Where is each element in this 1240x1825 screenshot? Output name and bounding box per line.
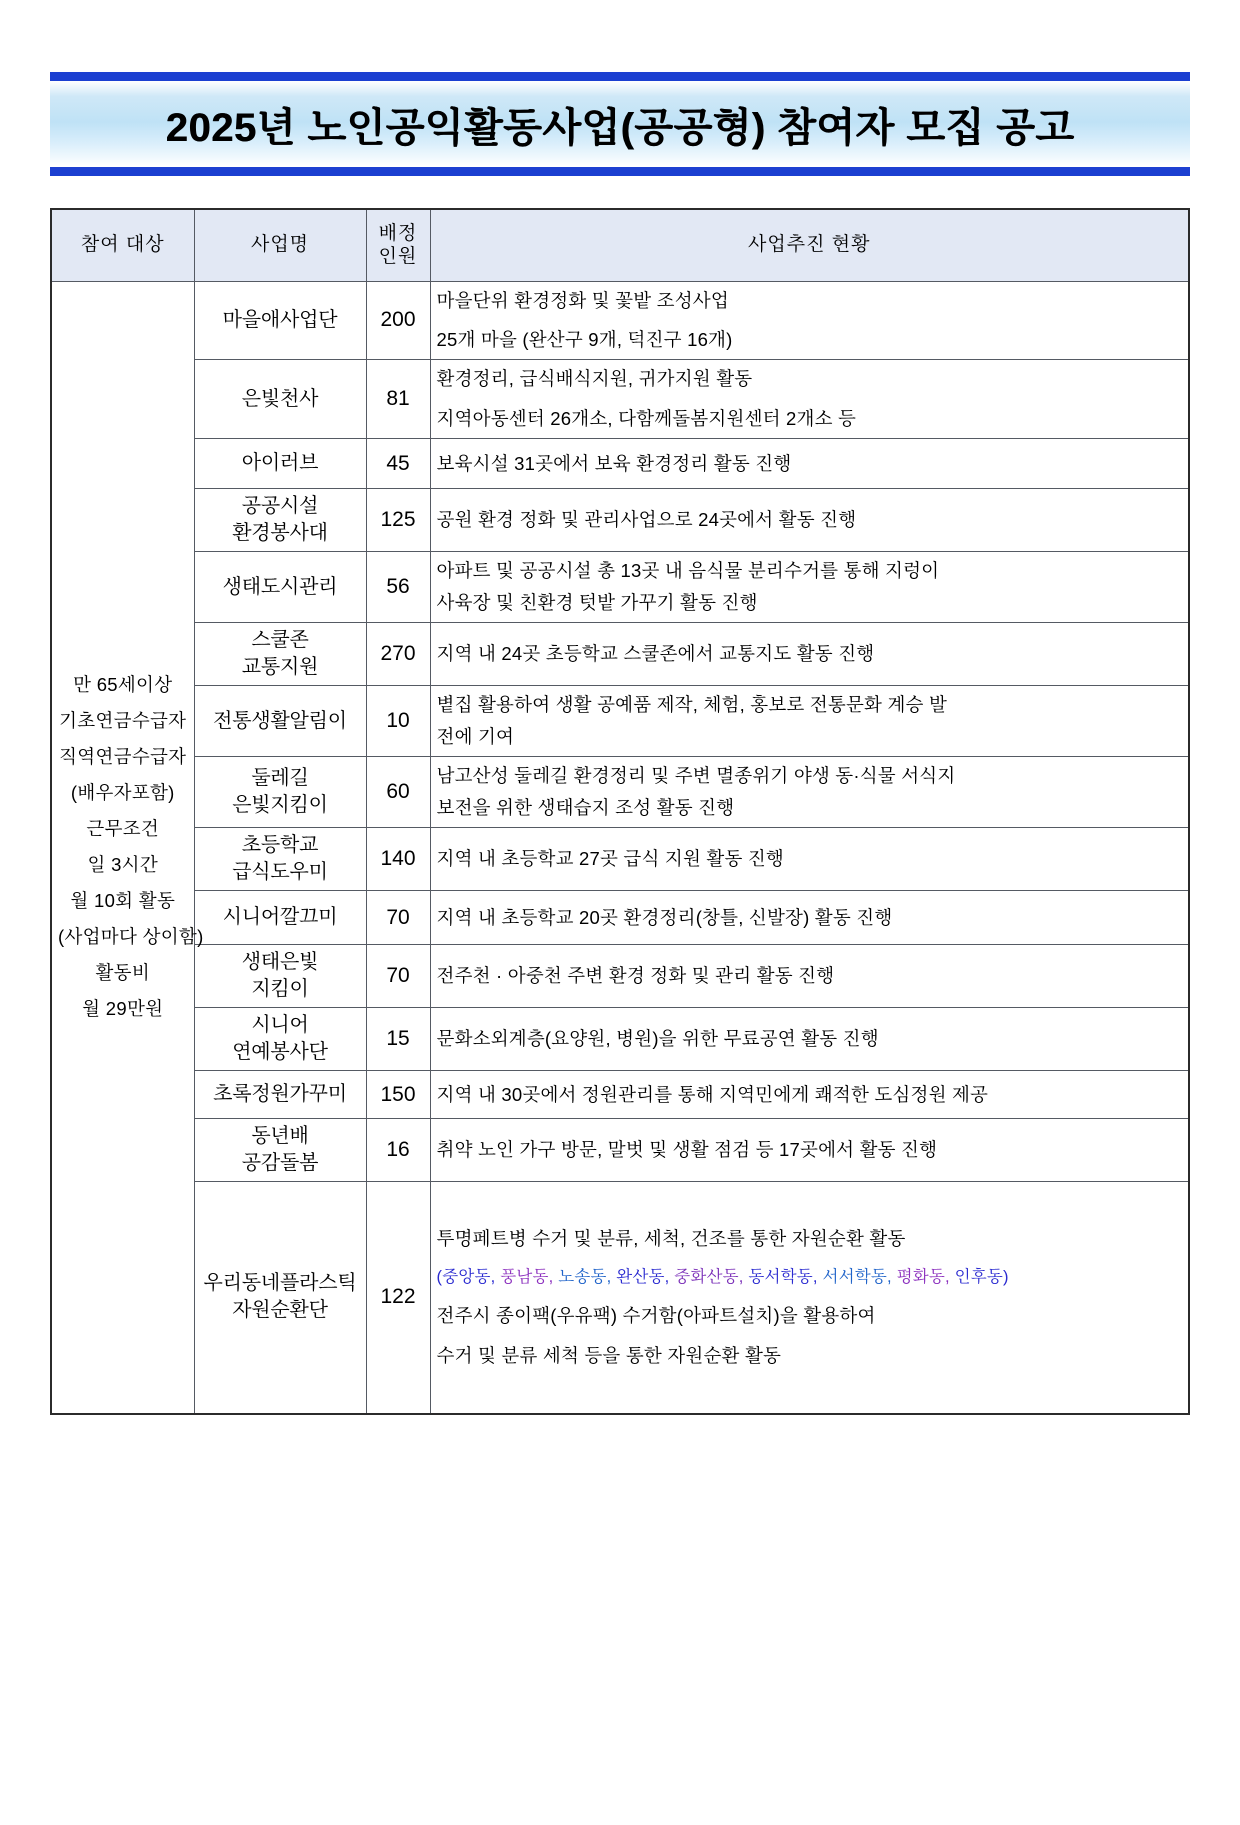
program-name-line: 공감돌봄 — [241, 1152, 319, 1175]
program-name-cell — [194, 439, 366, 489]
program-name-line: 자원순환단 — [232, 1299, 328, 1322]
program-status-cell — [430, 489, 1189, 552]
table-row — [51, 439, 1189, 489]
program-name-cell — [194, 757, 366, 828]
quota-cell: 125 — [366, 489, 430, 552]
target-line: 일 3시간 — [87, 854, 159, 876]
participant-target-cell — [51, 281, 204, 1414]
program-name-cell — [194, 1008, 366, 1071]
quota-cell: 56 — [366, 552, 430, 623]
target-line: 월 29만원 — [82, 998, 164, 1020]
program-status-cell — [430, 552, 1189, 623]
status-line: 투명페트병 수거 및 분류, 세척, 건조를 통한 자원순환 활동 — [436, 1228, 906, 1250]
table-row — [51, 1182, 1189, 1414]
table-row — [51, 686, 1189, 757]
column-header-program: 사업명 — [194, 209, 366, 281]
status-line: 남고산성 둘레길 환경정리 및 주변 멸종위기 야생 동·식물 서식지 — [436, 765, 956, 787]
quota-cell: 122 — [366, 1182, 430, 1414]
column-header-target: 참여 대상 — [51, 209, 194, 281]
program-status-cell — [430, 1071, 1189, 1119]
program-name-line: 둘레길 — [251, 767, 309, 790]
program-status-cell — [430, 891, 1189, 945]
status-line: 지역아동센터 26개소, 다함께돌봄지원센터 2개소 등 — [436, 408, 857, 430]
program-status-cell — [430, 1182, 1189, 1414]
banner-body — [50, 81, 1190, 167]
quota-cell: 45 — [366, 439, 430, 489]
program-status-cell — [430, 1008, 1189, 1071]
quota-cell: 70 — [366, 945, 430, 1008]
status-line: 전에 기여 — [436, 726, 515, 748]
program-name-line: 지킴이 — [251, 978, 309, 1001]
status-line: 지역 내 30곳에서 정원관리를 통해 지역민에게 쾌적한 도심정원 제공 — [436, 1083, 989, 1105]
quota-cell: 140 — [366, 828, 430, 891]
status-line: 공원 환경 정화 및 관리사업으로 24곳에서 활동 진행 — [436, 509, 857, 531]
quota-cell: 15 — [366, 1008, 430, 1071]
program-name-cell — [194, 360, 366, 439]
program-name-line: 공공시설 — [241, 495, 319, 518]
district-item: 노송동, — [558, 1268, 612, 1287]
program-name-cell — [194, 1119, 366, 1182]
program-name-line: 초록정원가꾸미 — [213, 1083, 347, 1106]
status-line: 전주시 종이팩(우유팩) 수거함(아파트설치)을 활용하여 — [436, 1304, 876, 1326]
program-name-cell — [194, 489, 366, 552]
status-line: 아파트 및 공공시설 총 13곳 내 음식물 분리수거를 통해 지렁이 — [436, 560, 940, 582]
program-name-cell — [194, 1182, 366, 1414]
target-line: (배우자포함) — [70, 781, 175, 803]
program-status-cell — [430, 439, 1189, 489]
district-item: 완산동, — [616, 1268, 670, 1287]
status-line: 볕집 활용하여 생활 공예품 제작, 체험, 홍보로 전통문화 계승 발 — [436, 694, 948, 716]
table-row — [51, 828, 1189, 891]
program-name-line: 초등학교 — [241, 834, 319, 857]
quota-cell: 16 — [366, 1119, 430, 1182]
program-name-line: 시니어 — [251, 1014, 309, 1037]
program-name-cell — [194, 945, 366, 1008]
program-name-line: 동년배 — [251, 1125, 309, 1148]
program-status-cell — [430, 623, 1189, 686]
table-row — [51, 552, 1189, 623]
program-name-cell — [194, 686, 366, 757]
banner-bottom-rule — [50, 167, 1190, 176]
program-status-cell — [430, 828, 1189, 891]
status-line: 전주천 · 아중천 주변 환경 정화 및 관리 활동 진행 — [436, 965, 835, 987]
program-name-line: 연예봉사단 — [232, 1041, 328, 1064]
status-line: 지역 내 24곳 초등학교 스쿨존에서 교통지도 활동 진행 — [436, 643, 875, 665]
target-line: (사업마다 상이함) — [58, 926, 204, 948]
program-name-line: 마을애사업단 — [222, 308, 338, 331]
table-row — [51, 945, 1189, 1008]
banner-top-rule — [50, 72, 1190, 81]
target-line: 기초연금수급자 — [59, 709, 187, 731]
status-line: 사육장 및 친환경 텃밭 가꾸기 활동 진행 — [436, 592, 758, 614]
page-title: 2025년 노인공익활동사업(공공형) 참여자 모집 공고 — [165, 105, 1075, 150]
program-status-cell — [430, 281, 1189, 360]
quota-cell: 10 — [366, 686, 430, 757]
program-status-cell — [430, 1119, 1189, 1182]
target-line: 월 10회 활동 — [70, 890, 176, 912]
program-name-cell — [194, 891, 366, 945]
table-row — [51, 360, 1189, 439]
program-name-line: 교통지원 — [241, 656, 319, 679]
status-line: 마을단위 환경정화 및 꽃밭 조성사업 — [436, 289, 729, 311]
program-table-wrapper — [50, 208, 1190, 1415]
status-line: 취약 노인 가구 방문, 말벗 및 생활 점검 등 17곳에서 활동 진행 — [436, 1139, 938, 1161]
quota-cell: 150 — [366, 1071, 430, 1119]
district-item: 중화산동, — [674, 1268, 744, 1287]
quota-cell: 200 — [366, 281, 430, 360]
status-line: 환경정리, 급식배식지원, 귀가지원 활동 — [436, 368, 753, 390]
quota-cell: 81 — [366, 360, 430, 439]
column-header-quota-line2: 인원 — [378, 246, 418, 268]
table-row — [51, 623, 1189, 686]
column-header-quota-line1: 배정 — [378, 222, 418, 244]
program-name-line: 은빛지킴이 — [232, 794, 328, 817]
district-item: 인후동) — [954, 1268, 1009, 1287]
program-name-line: 아이러브 — [241, 452, 319, 475]
table-row — [51, 1119, 1189, 1182]
program-name-line: 스쿨존 — [251, 629, 309, 652]
quota-cell: 270 — [366, 623, 430, 686]
title-banner — [50, 72, 1190, 176]
program-name-line: 시니어깔끄미 — [222, 906, 338, 929]
target-line: 근무조건 — [86, 818, 160, 840]
district-item: (중앙동, — [436, 1268, 496, 1287]
program-name-line: 은빛천사 — [241, 387, 319, 410]
status-line: 지역 내 초등학교 20곳 환경정리(창틀, 신발장) 활동 진행 — [436, 906, 893, 928]
program-status-cell — [430, 945, 1189, 1008]
program-name-line: 생태은빛 — [241, 951, 319, 974]
status-line: 보전을 위한 생태습지 조성 활동 진행 — [436, 797, 735, 819]
district-item: 서서학동, — [822, 1268, 892, 1287]
target-line: 직역연금수급자 — [59, 745, 187, 767]
target-line: 만 65세이상 — [73, 673, 173, 695]
table-row — [51, 891, 1189, 945]
table-row — [51, 281, 1189, 360]
program-name-line: 급식도우미 — [232, 861, 328, 884]
program-name-cell — [194, 828, 366, 891]
district-item: 풍남동, — [500, 1268, 554, 1287]
column-header-status: 사업추진 현황 — [430, 209, 1189, 281]
table-row — [51, 1071, 1189, 1119]
status-line: 문화소외계층(요양원, 병원)을 위한 무료공연 활동 진행 — [436, 1028, 879, 1050]
table-row — [51, 489, 1189, 552]
program-status-cell — [430, 360, 1189, 439]
program-status-cell — [430, 757, 1189, 828]
program-name-cell — [194, 281, 366, 360]
district-item: 동서학동, — [748, 1268, 818, 1287]
quota-cell: 70 — [366, 891, 430, 945]
status-line: 수거 및 분류 세척 등을 통한 자원순환 활동 — [436, 1344, 782, 1366]
status-line: 25개 마을 (완산구 9개, 덕진구 16개) — [436, 329, 733, 351]
program-name-line: 우리동네플라스틱 — [203, 1272, 357, 1295]
program-status-cell — [430, 686, 1189, 757]
table-head — [51, 209, 1189, 281]
program-name-line: 생태도시관리 — [222, 575, 338, 598]
program-name-cell — [194, 623, 366, 686]
table-header-row — [51, 209, 1189, 281]
program-name-line: 전통생활알림이 — [213, 709, 347, 732]
target-line: 활동비 — [95, 962, 150, 984]
program-name-line: 환경봉사대 — [232, 522, 328, 545]
status-line: 지역 내 초등학교 27곳 급식 지원 활동 진행 — [436, 848, 784, 870]
table-body — [51, 281, 1189, 1414]
quota-cell: 60 — [366, 757, 430, 828]
table-row — [51, 757, 1189, 828]
program-table — [50, 208, 1190, 1415]
program-name-cell — [194, 1071, 366, 1119]
table-row — [51, 1008, 1189, 1071]
status-line: 보육시설 31곳에서 보육 환경정리 활동 진행 — [436, 452, 792, 474]
column-header-quota — [366, 209, 430, 281]
program-name-cell — [194, 552, 366, 623]
district-item: 평화동, — [896, 1268, 950, 1287]
district-list — [437, 1264, 1183, 1291]
document-page — [0, 72, 1240, 1825]
